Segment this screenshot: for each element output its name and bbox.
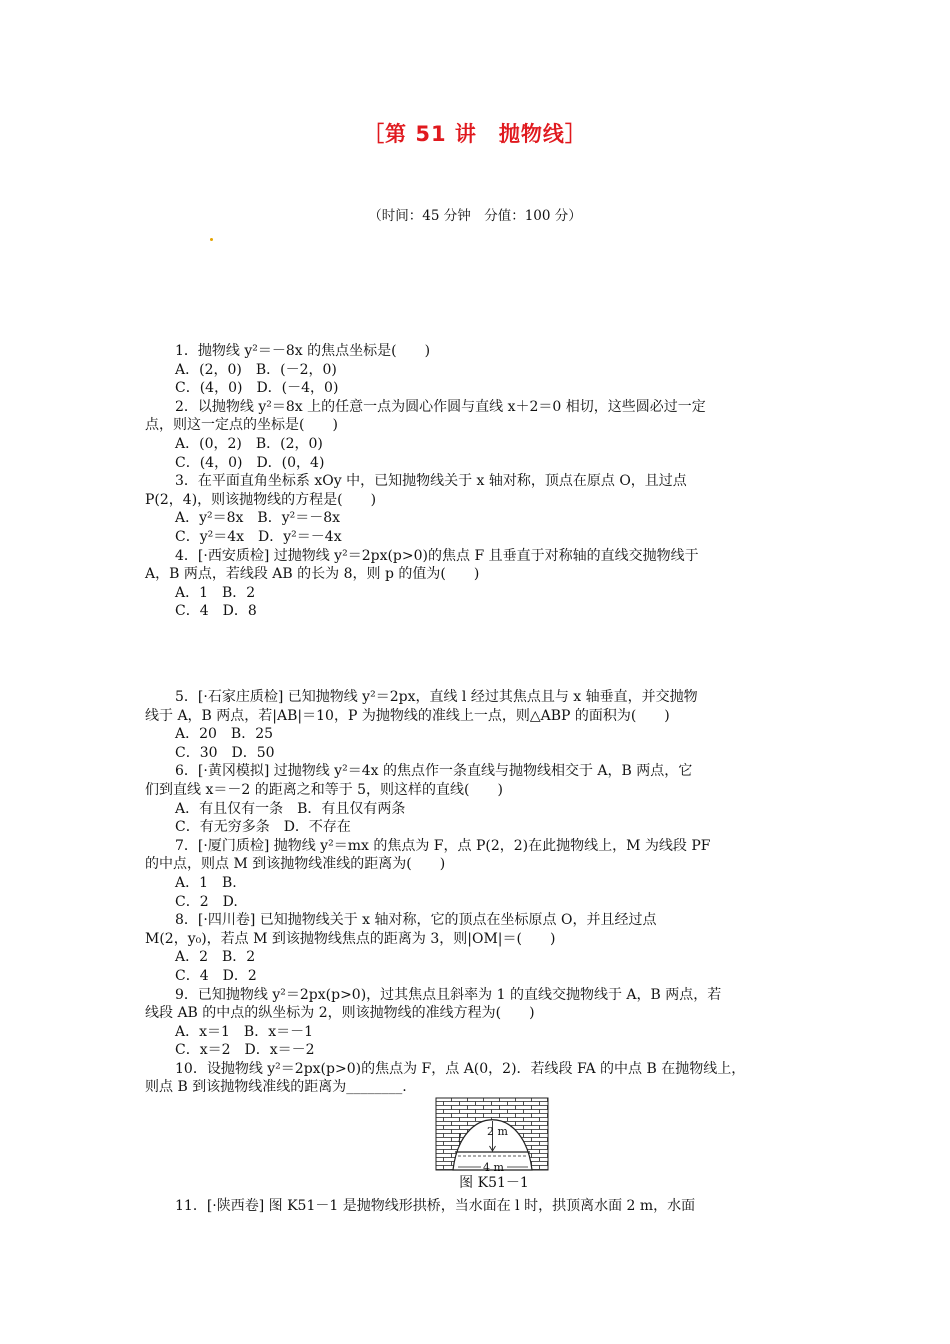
question-line: 2．以抛物线 y²＝8x 上的任意一点为圆心作圆与直线 x＋2＝0 相切，这些圆必过一定 bbox=[175, 398, 706, 415]
option-line: A．(2，0) B．(－2，0) bbox=[175, 361, 337, 378]
option-line: A．20 B．25 bbox=[175, 726, 274, 743]
question-line: 9．已知抛物线 y²＝2px(p>0)，过其焦点且斜率为 1 的直线交抛物线于 A，B 两点，若 bbox=[175, 986, 722, 1003]
option-line: C．30 D．50 bbox=[175, 744, 275, 761]
question-11 bbox=[145, 1195, 695, 1215]
option-line: C．有无穷多条 D．不存在 bbox=[175, 819, 351, 836]
question-line: 的中点，则点 M 到该抛物线准线的距离为( ) bbox=[145, 856, 446, 873]
question-line: 线段 AB 的中点的纵坐标为 2，则该抛物线的准线方程为( ) bbox=[145, 1005, 535, 1022]
option-line: C．4 D．2 bbox=[175, 967, 257, 984]
option-line: C．(4，0) D．(0，4) bbox=[175, 454, 325, 471]
option-line: C．4 D．8 bbox=[175, 603, 257, 620]
height-label: 2 m bbox=[487, 1125, 508, 1138]
option-line: A．1 B．2 bbox=[175, 584, 256, 601]
question-line: 1．抛物线 y²＝－8x 的焦点坐标是( ) bbox=[175, 343, 431, 359]
decorative-dot bbox=[210, 238, 213, 241]
question-line: M(2，y₀)，若点 M 到该抛物线焦点的距离为 3，则|OM|＝( ) bbox=[145, 930, 556, 947]
width-label: 4 m bbox=[483, 1161, 504, 1172]
question-line: 们到直线 x＝－2 的距离之和等于 5，则这样的直线( ) bbox=[145, 781, 503, 798]
option-line: A．1 B. bbox=[175, 874, 237, 891]
arch-bridge-diagram bbox=[435, 1097, 550, 1172]
time-score-info: （时间：45 分钟 分值：100 分） bbox=[368, 208, 582, 224]
question-line: 6．[·黄冈模拟] 过抛物线 y²＝4x 的焦点作一条直线与抛物线相交于 A，B 两点，它 bbox=[175, 763, 693, 780]
question-line: 点，则这一定点的坐标是( ) bbox=[145, 417, 338, 434]
questions-1-4 bbox=[145, 342, 810, 621]
question-line: 3．在平面直角坐标系 xOy 中，已知抛物线关于 x 轴对称，顶点在原点 O，且过点 bbox=[175, 473, 687, 490]
option-line: C．x＝2 D．x＝－2 bbox=[175, 1042, 315, 1059]
question-line: 8．[·四川卷] 已知抛物线关于 x 轴对称，它的顶点在坐标原点 O，并且经过点 bbox=[175, 912, 657, 929]
figure-caption: 图 K51－1 bbox=[459, 1175, 529, 1191]
question-line: 4．[·西安质检] 过抛物线 y²＝2px(p>0)的焦点 F 且垂直于对称轴的直线交抛物线于 bbox=[175, 547, 699, 564]
question-line: 10．设抛物线 y²＝2px(p>0)的焦点为 F，点 A(0，2)．若线段 FA 的中点 B 在抛物线上， bbox=[175, 1060, 746, 1077]
question-line: 线于 A，B 两点，若|AB|＝10，P 为抛物线的准线上一点，则△ABP 的面积为( ) bbox=[145, 707, 670, 724]
question-line: A，B 两点，若线段 AB 的长为 8，则 p 的值为( ) bbox=[145, 566, 480, 583]
page-title: ［第 51 讲 抛物线］ bbox=[363, 122, 587, 146]
question-line: 7．[·厦门质检] 抛物线 y²＝mx 的焦点为 F，点 P(2，2)在此抛物线上，M 为线段 PF bbox=[175, 837, 711, 854]
question-line: 5．[·石家庄质检] 已知抛物线 y²＝2px，直线 l 经过其焦点且与 x 轴垂直，并交抛物 bbox=[175, 689, 698, 705]
question-line: 则点 B 到该抛物线准线的距离为________. bbox=[145, 1079, 407, 1096]
option-line: C．(4，0) D．(－4，0) bbox=[175, 380, 339, 397]
option-line: A．(0，2) B．(2，0) bbox=[175, 435, 323, 452]
option-line: A．x＝1 B．x＝－1 bbox=[175, 1023, 314, 1040]
option-line: A．有且仅有一条 B．有且仅有两条 bbox=[175, 800, 406, 817]
option-line: C．y²＝4x D．y²＝－4x bbox=[175, 528, 342, 545]
questions-5-10 bbox=[145, 688, 810, 1097]
question-line: 11．[·陕西卷] 图 K51－1 是抛物线形拱桥，当水面在 l 时，拱顶离水面 2 m，水面 bbox=[175, 1198, 696, 1214]
arch-bridge-figure bbox=[435, 1097, 550, 1176]
option-line: A．2 B．2 bbox=[175, 949, 256, 966]
question-line: P(2，4)，则该抛物线的方程是( ) bbox=[145, 491, 377, 508]
option-line: C．2 D. bbox=[175, 893, 238, 910]
water-level-label: l bbox=[458, 1132, 462, 1145]
option-line: A．y²＝8x B．y²＝－8x bbox=[175, 510, 341, 527]
